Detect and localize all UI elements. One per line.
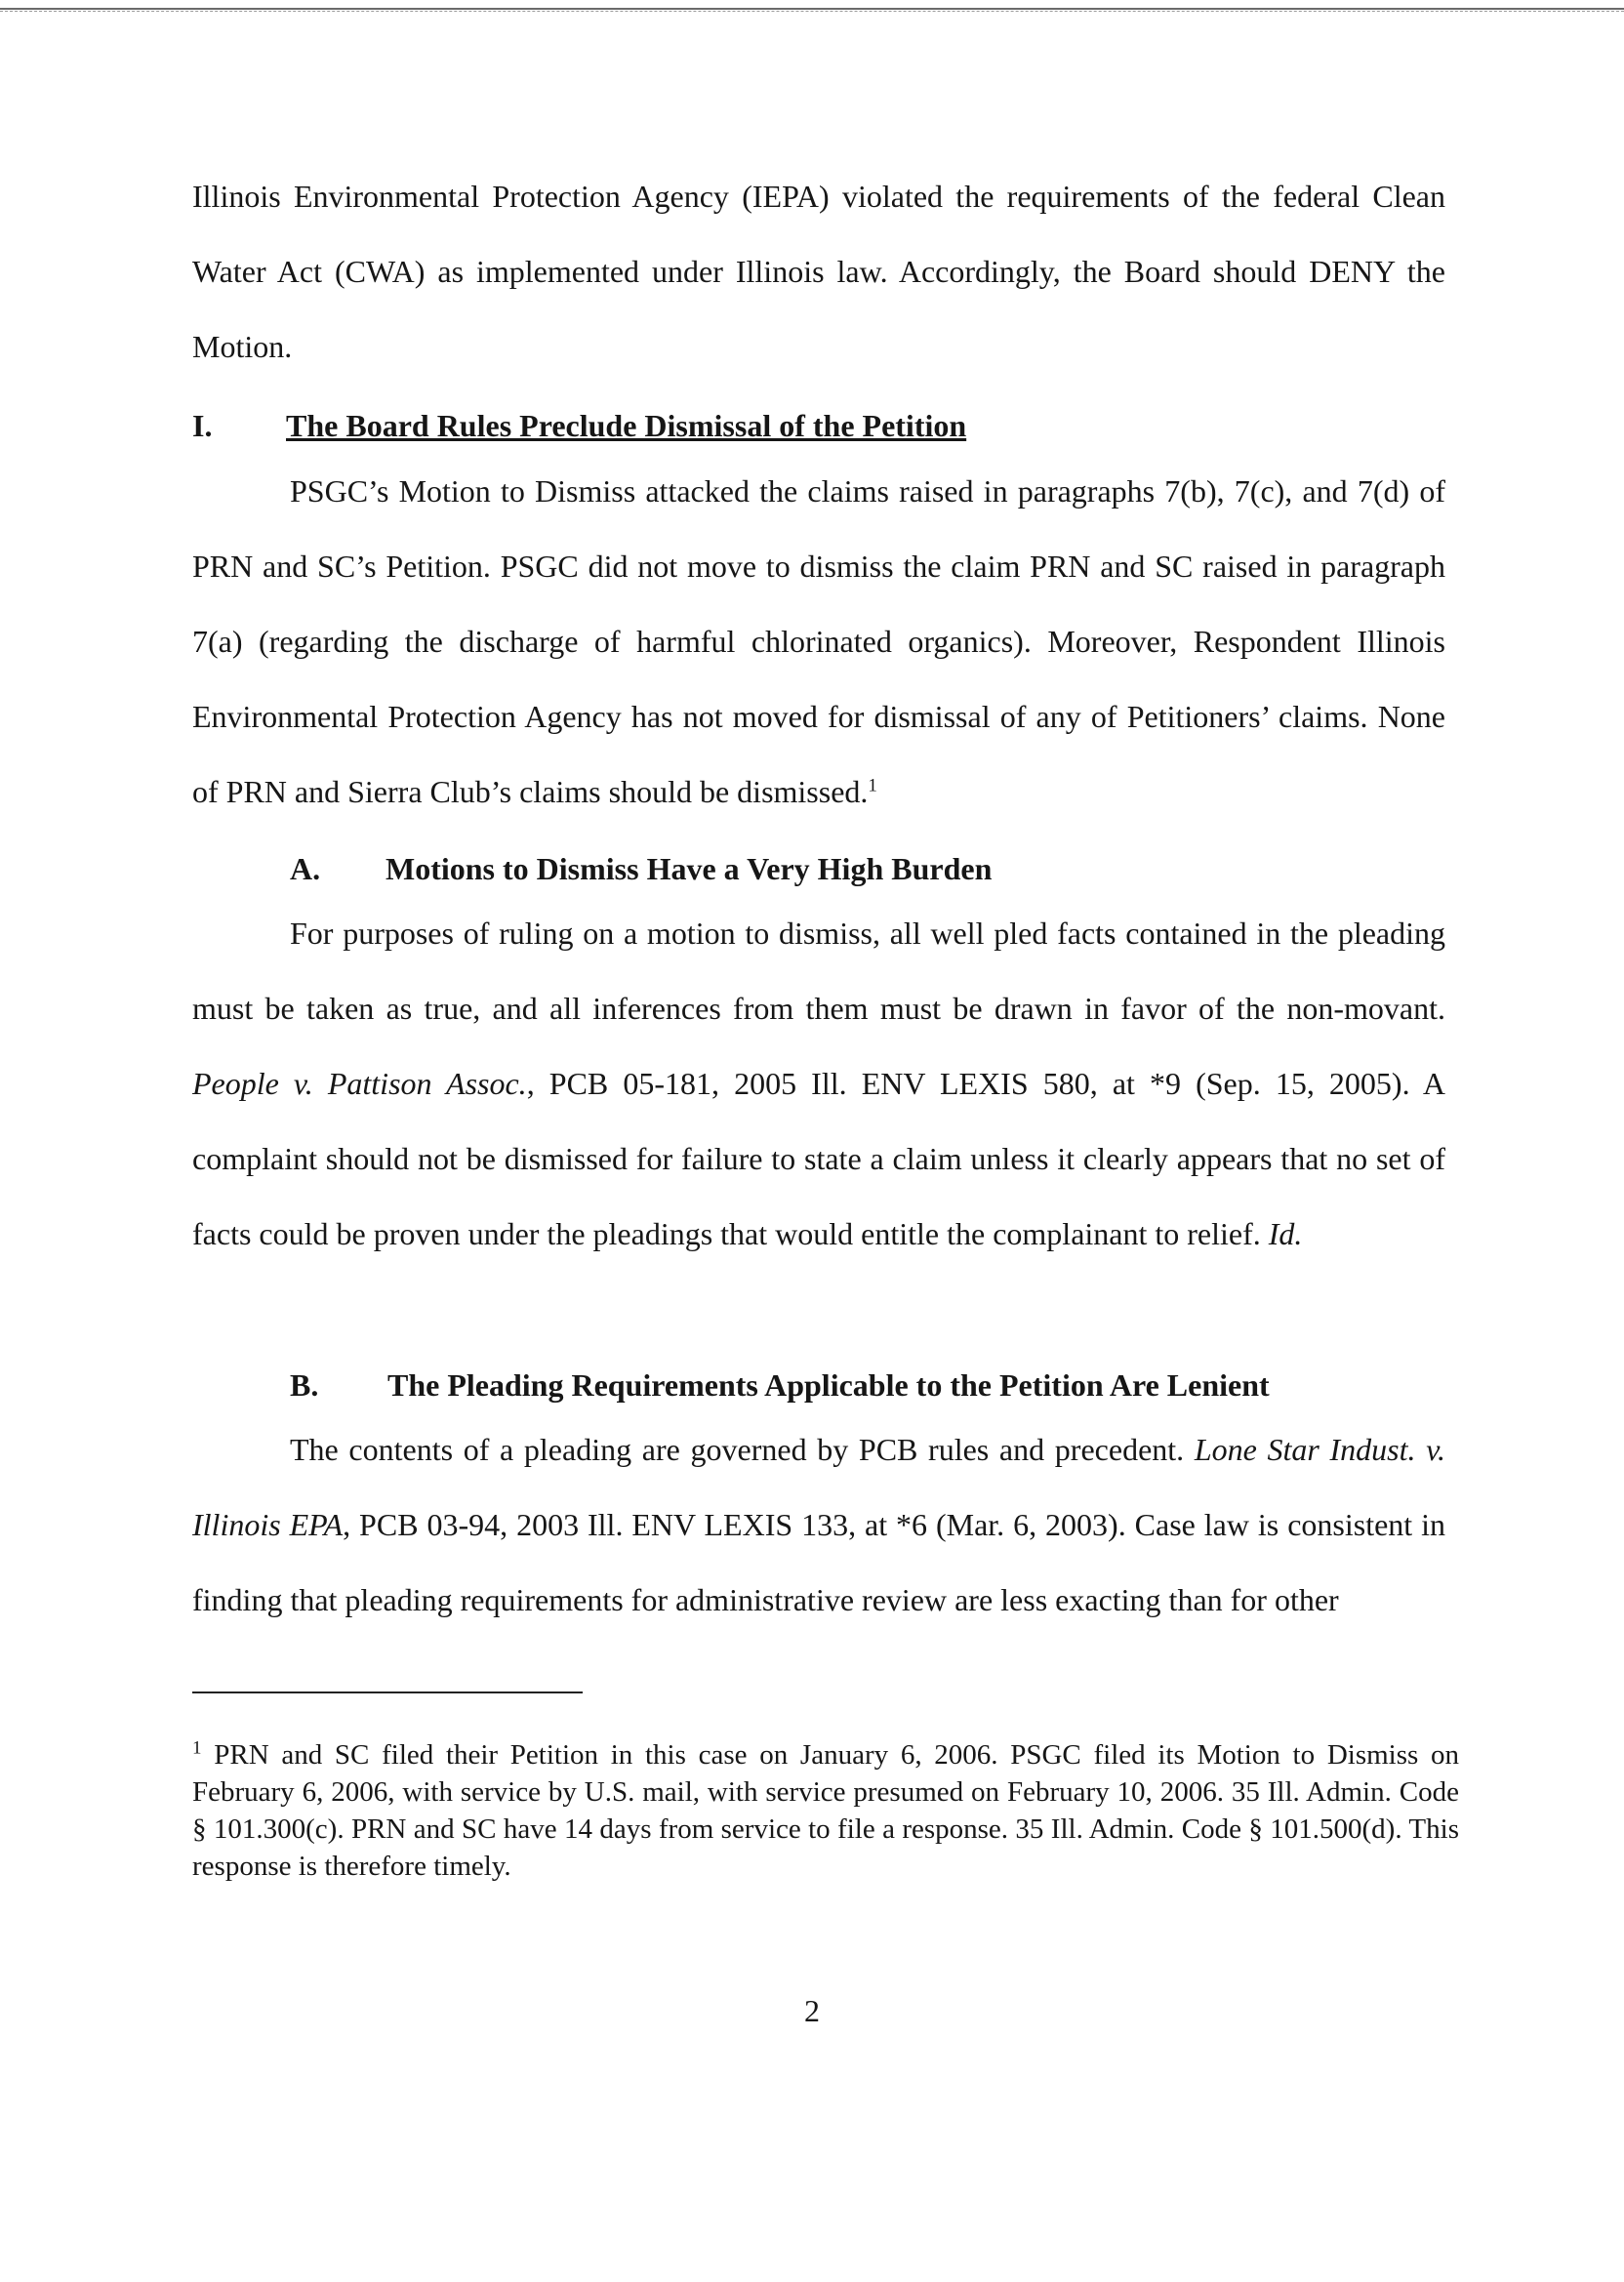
- body-paragraph-1: [192, 159, 1445, 385]
- footnote-separator: [192, 1691, 583, 1693]
- section-heading-A: [290, 849, 992, 888]
- paragraph-4-text-continued: , PCB 03-94, 2003 Ill. ENV LEXIS 133, at *6 (Mar. 6, 2003). Case law is consistent in finding that pleading requirements for administrative review are less exacting than for other: [192, 1507, 1446, 1617]
- top-scan-dashes: [0, 11, 1624, 12]
- case-citation: Lone Star Indust. v. Illinois EPA: [192, 1432, 1446, 1542]
- top-scan-rule: [0, 8, 1624, 10]
- footnote-text: PRN and SC filed their Petition in this case on January 6, 2006. PSGC filed its Motion to Dismiss on February 6, 2006, with service by U.S. mail, with service presumed on February 10, 2006. 35 Ill. Admin. Code § 101.300(c). PRN and SC have 14 days from service to file a response. 35 Ill. Admin. Code § 101.500(d). This response is therefore timely.: [192, 1739, 1459, 1882]
- paragraph-3-text: For purposes of ruling on a motion to dismiss, all well pled facts contained in the pleading must be taken as true, and all inferences from them must be drawn in favor of the non-movant.: [192, 916, 1445, 1026]
- id-citation: Id.: [1268, 1216, 1303, 1251]
- section-title: Motions to Dismiss Have a Very High Burden: [386, 851, 993, 886]
- footnote: [192, 1736, 1459, 1885]
- paragraph-4-text: The contents of a pleading are governed by PCB rules and precedent.: [290, 1432, 1185, 1467]
- paragraph-3-text-continued: , PCB 05-181, 2005 Ill. ENV LEXIS 580, at *9 (Sep. 15, 2005). A complaint should not be dismissed for failure to state a claim unless it clearly appears that no set of facts could be proven under the pleadings that would entitle the complainant to relief.: [192, 1066, 1446, 1251]
- section-number: B.: [290, 1367, 319, 1403]
- section-title: The Pleading Requirements Applicable to the Petition Are Lenient: [387, 1367, 1270, 1403]
- section-title: The Board Rules Preclude Dismissal of the Petition: [286, 408, 967, 443]
- section-heading-B: [290, 1365, 1270, 1405]
- section-heading-I: [192, 406, 966, 445]
- paragraph-1-text: Illinois Environmental Protection Agency (IEPA) violated the requirements of the federal Clean Water Act (CWA) as implemented under Illinois law. Accordingly, the Board should DENY the Motion.: [192, 179, 1445, 364]
- body-paragraph-2: [192, 454, 1445, 830]
- section-number: A.: [290, 851, 321, 886]
- page-number: 2: [804, 1993, 820, 2028]
- body-paragraph-3: [192, 896, 1445, 1272]
- case-citation: People v. Pattison Assoc.: [192, 1066, 527, 1101]
- body-paragraph-4: [192, 1412, 1445, 1638]
- section-number: I.: [192, 408, 213, 443]
- paragraph-2-text: PSGC’s Motion to Dismiss attacked the claims raised in paragraphs 7(b), 7(c), and 7(d) of PRN and SC’s Petition. PSGC did not move to dismiss the claim PRN and SC raised in paragraph 7(a) (regarding the discharge of harmful chlorinated organics). Moreover, Respondent Illinois Environmental Protection Agency has not moved for dismissal of any of Petitioners’ claims. None of PRN and Sierra Club’s claims should be dismissed.: [192, 473, 1445, 809]
- footnote-marker: 1: [192, 1737, 202, 1759]
- footnote-reference: 1: [868, 775, 877, 796]
